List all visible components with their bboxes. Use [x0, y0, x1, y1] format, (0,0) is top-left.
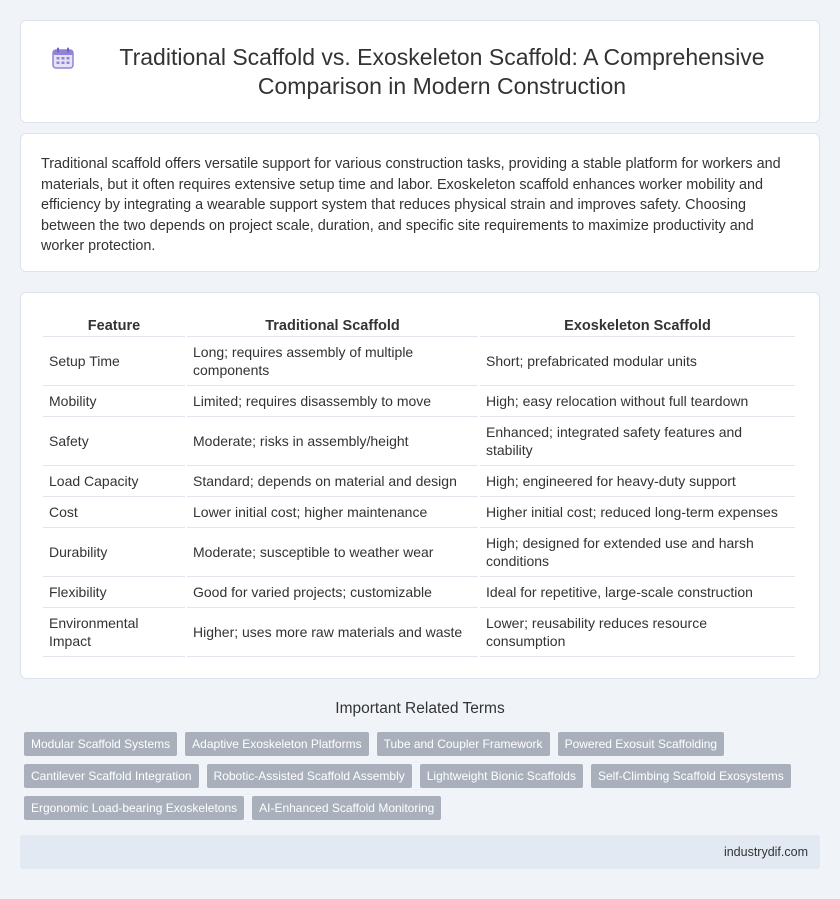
table-row [43, 577, 795, 608]
exoskeleton-cell: Enhanced; integrated safety features and stability [480, 417, 795, 466]
exoskeleton-cell: Short; prefabricated modular units [480, 337, 795, 386]
related-terms-title: Important Related Terms [335, 700, 505, 717]
table-row [43, 417, 795, 466]
feature-cell: Mobility [43, 386, 185, 417]
feature-cell: Load Capacity [43, 466, 185, 497]
traditional-cell: Long; requires assembly of multiple components [187, 337, 478, 386]
traditional-cell: Good for varied projects; customizable [187, 577, 478, 608]
traditional-cell: Limited; requires disassembly to move [187, 386, 478, 417]
footer-site[interactable]: industrydif.com [723, 845, 808, 859]
table-row [43, 497, 795, 528]
feature-cell: Setup Time [43, 337, 185, 386]
tag-row [24, 732, 824, 756]
feature-cell: Durability [43, 528, 185, 577]
related-term-tag[interactable]: Ergonomic Load-bearing Exoskeletons [24, 796, 244, 820]
exoskeleton-cell: Ideal for repetitive, large-scale construction [480, 577, 795, 608]
related-term-tag[interactable]: Modular Scaffold Systems [24, 732, 177, 756]
related-term-tag[interactable]: Tube and Coupler Framework [377, 732, 550, 756]
traditional-cell: Moderate; risks in assembly/height [187, 417, 478, 466]
traditional-cell: Lower initial cost; higher maintenance [187, 497, 478, 528]
traditional-cell: Moderate; susceptible to weather wear [187, 528, 478, 577]
table-row [43, 466, 795, 497]
comparison-table [41, 313, 797, 657]
intro-card [20, 133, 820, 272]
table-row [43, 528, 795, 577]
comparison-table-card [20, 292, 820, 679]
header-exoskeleton: Exoskeleton Scaffold [480, 313, 795, 337]
exoskeleton-cell: Higher initial cost; reduced long-term expenses [480, 497, 795, 528]
feature-cell: Environmental Impact [43, 608, 185, 657]
related-term-tag[interactable]: Cantilever Scaffold Integration [24, 764, 199, 788]
traditional-cell: Higher; uses more raw materials and waste [187, 608, 478, 657]
related-term-tag[interactable]: Lightweight Bionic Scaffolds [420, 764, 583, 788]
page-title: Traditional Scaffold vs. Exoskeleton Scaffold: A Comprehensive Comparison in Modern Construction [119, 43, 765, 99]
related-terms-tags [24, 732, 824, 828]
exoskeleton-cell: High; easy relocation without full teardown [480, 386, 795, 417]
footer [20, 835, 820, 869]
feature-cell: Flexibility [43, 577, 185, 608]
exoskeleton-cell: Lower; reusability reduces resource consumption [480, 608, 795, 657]
table-row [43, 337, 795, 386]
table-row [43, 608, 795, 657]
intro-paragraph: Traditional scaffold offers versatile support for various construction tasks, providing a stable platform for workers and materials, but it often requires extensive setup time and labor. Exoskeleton scaffold enhances worker mobility and efficiency by integrating a wearable support system that reduces physical strain and improves safety. Choosing between the two depends on project scale, duration, and specific site requirements to maximize productivity and worker protection. [41, 156, 781, 255]
table-row [43, 386, 795, 417]
tag-row [24, 796, 824, 820]
traditional-cell: Standard; depends on material and design [187, 466, 478, 497]
header-traditional: Traditional Scaffold [187, 313, 478, 337]
exoskeleton-cell: High; engineered for heavy-duty support [480, 466, 795, 497]
table-header-row [43, 313, 795, 337]
calendar-grid-icon [51, 46, 75, 70]
related-term-tag[interactable]: AI-Enhanced Scaffold Monitoring [252, 796, 441, 820]
feature-cell: Safety [43, 417, 185, 466]
related-term-tag[interactable]: Powered Exosuit Scaffolding [558, 732, 725, 756]
tag-row [24, 764, 824, 788]
exoskeleton-cell: High; designed for extended use and harsh conditions [480, 528, 795, 577]
title-card [20, 20, 820, 123]
header-feature: Feature [43, 313, 185, 337]
related-term-tag[interactable]: Adaptive Exoskeleton Platforms [185, 732, 368, 756]
feature-cell: Cost [43, 497, 185, 528]
related-term-tag[interactable]: Robotic-Assisted Scaffold Assembly [207, 764, 412, 788]
related-term-tag[interactable]: Self-Climbing Scaffold Exosystems [591, 764, 791, 788]
title-wrap [21, 21, 819, 122]
